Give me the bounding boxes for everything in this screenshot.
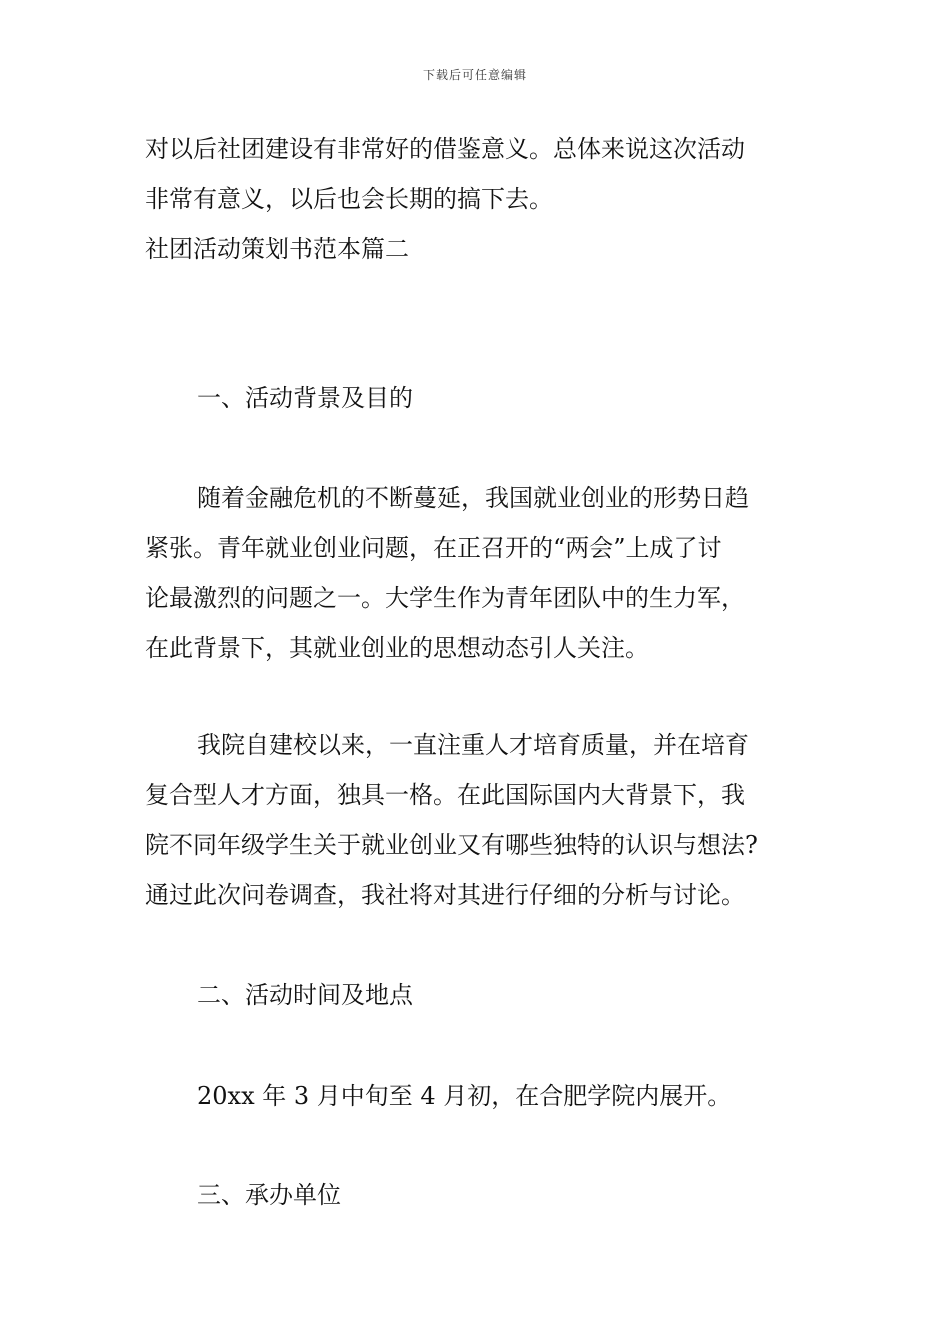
text-line: 非常有意义，以后也会长期的搞下去。 xyxy=(145,185,553,213)
paragraph-time-place: 20xx 年 3 月中旬至 4 月初，在合肥学院内展开。 xyxy=(197,1082,732,1110)
paragraph-school xyxy=(145,720,810,920)
heading-time-place: 二、活动时间及地点 xyxy=(197,981,413,1009)
intro-paragraph xyxy=(145,124,810,274)
text-line: 通过此次问卷调查，我社将对其进行仔细的分析与讨论。 xyxy=(145,881,745,909)
text-line: 紧张。青年就业创业问题，在正召开的“两会”上成了讨 xyxy=(145,534,722,562)
text-line: 随着金融危机的不断蔓延，我国就业创业的形势日趋 xyxy=(197,484,749,512)
text-line: 复合型人才方面，独具一格。在此国际国内大背景下，我 xyxy=(145,781,745,809)
text-line: 对以后社团建设有非常好的借鉴意义。总体来说这次活动 xyxy=(145,135,745,163)
text-line: 院不同年级学生关于就业创业又有哪些独特的认识与想法? xyxy=(145,831,758,859)
section-title: 社团活动策划书范本篇二 xyxy=(145,235,409,263)
heading-background: 一、活动背景及目的 xyxy=(197,384,413,412)
text-line: 论最激烈的问题之一。大学生作为青年团队中的生力军， xyxy=(145,584,745,612)
text-line: 在此背景下，其就业创业的思想动态引人关注。 xyxy=(145,634,649,662)
page-header-note: 下载后可任意编辑 xyxy=(422,68,527,82)
paragraph-background xyxy=(145,473,810,673)
heading-organizer: 三、承办单位 xyxy=(197,1181,341,1209)
text-line: 我院自建校以来，一直注重人才培育质量，并在培育 xyxy=(197,731,749,759)
